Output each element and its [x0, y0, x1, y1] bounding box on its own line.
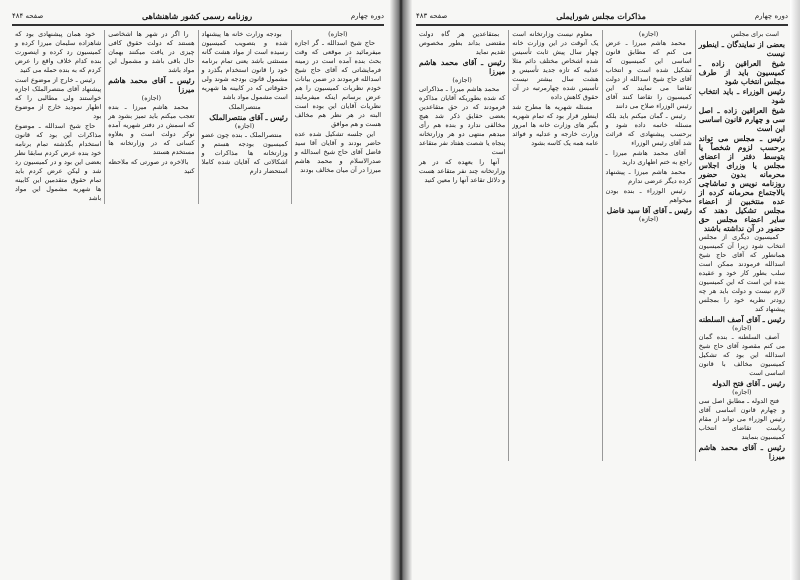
paragraph: بالاخره در صورتی که ملاحظه کنید [108, 158, 195, 175]
speaker-heading: بعضی از نمایندگان ـ اینطور نیست [698, 40, 785, 58]
page-header [416, 10, 788, 26]
page-header [12, 10, 384, 26]
permission-note: (اجازه) [638, 215, 659, 223]
paragraph: را اگر در شهر ها اشخاصی هستند که دولت حقوق کافی چیزی در یافت میکنند بهمان حال باقی باشد و مشمول این مواد باشد [108, 30, 195, 74]
page-number: صفحه ۴۸۳ [416, 12, 448, 20]
paragraph: بودجه وزارت خانه ها پیشنهاد شده و بتصویب کمیسیون رسیده است از مواد هشت گانه مستثنی باشد یعنی تمام برنامه خود را قانون استخدام بگذرد و مشمول قانون بودجه شوند ولی حقوقاتی که در کابینه ها شهریه است مشمول مواد باشد [201, 30, 288, 101]
paragraph: فتح الدوله ـ مطابق اصل سی و چهارم قانون اساسی آقای رئیس الوزراء می تواند از مقام ریاست تقاضای انتخاب کمیسیون بنمایند [698, 397, 785, 441]
book-binding-gutter [390, 0, 412, 580]
permission-note: (اجازه) [234, 122, 255, 130]
speaker-heading: شیخ العراقین زاده ـ کمیسیون باید از طرف مجلس انتخاب شود [698, 59, 785, 86]
speaker-heading: شیخ العراقین زاده ـ اصل سی و چهارم قانون اساسی این است [698, 106, 785, 133]
page-number: صفحه ۴۸۴ [12, 12, 44, 20]
volume-label: دوره چهارم [754, 12, 788, 20]
text-column [104, 30, 197, 204]
paragraph: آنها را بعهده که در هر وزارتخانه چند نفر متقاعد هست و دلائل تقاعد آنها را معین کنید [419, 158, 506, 184]
paragraph: محمد هاشم میرزا ـ پیشنهاد کرده دیگر عرضی ندارم [605, 168, 692, 185]
speaker-heading: رئیس ـ آقای محمد هاشم میرزا [698, 443, 785, 461]
text-column [291, 30, 384, 204]
permission-note: (اجازه) [732, 388, 752, 396]
publication-title: روزنامه رسمی کشور شاهنشاهی [141, 11, 253, 21]
text-column [508, 30, 601, 461]
speaker-heading: رئیس ـ آقای آصف السلطنه [698, 315, 785, 324]
right-page [404, 0, 800, 580]
paragraph: بمتقاعدین هر گاه دولت مقتضی بداند بطور مخصوص تقدیم نماید [419, 30, 506, 56]
permission-note: (اجازه) [638, 30, 659, 38]
speaker-heading: رئیس ـ آقای محمد هاشم میرزا [419, 58, 506, 76]
text-column [198, 30, 291, 204]
paragraph: معلوم نیست وزارتخانه است یک آنوقت در این وزارت خانه چهار سال پیش ثابت تأسیس شده اشخاص مختلف دائم مثلا عدلیه که تازه جدید تأسیس و هشت سال بیشتر نیست تأسیس شده چهارمرتبه در آن حقوق کاهش داده [512, 30, 599, 101]
page-edge-shadow [790, 0, 800, 580]
text-column [416, 30, 508, 461]
speaker-heading: رئیس ـ مجلس می تواند برحسب لزوم شخصاً یا بتوسط دفتر از اعضای مجلس یا وزرای اجلاس محرمانه بدون حضور روزنامه نویس و تماشاچی بالاجتماع محرمانه کرده از عده منتخبین از اعضاء مجلس تشکیل دهند که سایر اعضاء مجلس حق حضور در آن نداشته باشند [698, 134, 785, 233]
paragraph: منتصرالملک ـ بنده چون عضو کمیسیون بودجه هستم و وزارتخانه ها مذاکرات و اشکالاتی که آقایان شده کاملا استحضار دارم [201, 131, 288, 175]
permission-note: (اجازه) [141, 94, 162, 102]
paragraph: محمد هاشم میرزا ـ مذاکراتی که شده بطوریکه آقایان مذاکره فرمودند که در حق متقاعدین بعضی حقایق ذکر شد هیچ مخالفی ندارد و بنده هم رأی میدهم منتهی دو هر وزارتخانه پنجاه یا شصت هفتاد نفر متقاعد است [419, 85, 506, 156]
paragraph: رئیس الوزراء ـ بنده بودن میخواهم [605, 187, 692, 204]
paragraph: آقای محمد هاشم میرزا ـ راجع به ختم اظهاری دارید [605, 149, 692, 166]
text-column [12, 30, 104, 204]
left-page [0, 0, 396, 580]
paragraph: است برای مجلس [730, 30, 779, 38]
paragraph: رئیس ـ گمان میکنم باید بلکه مسئله خاتمه داده شود و برحسب پیشنهادی که قرائت شد آقای رئیس الوزراء [605, 112, 692, 147]
paragraph: محمد هاشم میرزا ـ عرض می کنم که مطابق قانون اساسی این کمیسیون که تشکیل شده است و انتخاب آقای حاج شیخ اسدالله از دولت تقاضا می نمایند که این کمیسیون را تقاضا کنند آقای رئیس الوزراء صلاح می دانند [605, 39, 692, 110]
speaker-heading: رئیس الوزراء ـ باید انتخاب شود [698, 87, 785, 105]
text-columns [416, 30, 788, 461]
publication-title: مذاکرات مجلس شورایملی [556, 11, 646, 21]
text-column [602, 30, 695, 461]
text-column [695, 30, 788, 461]
permission-note: منتصرالملک [228, 103, 261, 111]
paragraph: کمیسیون دیگری از مجلس انتخاب شود زیرا آن کمیسیون همانطور که آقای حاج شیخ اسدالله فرمودند ممکن است سلب بطور کار خود و عقیده بنده این است که این کمیسیون لازم نیست و دولت باید هر چه زودتر نظریه خود را بمجلس پیشنهاد کند [698, 233, 785, 313]
volume-label: دوره چهارم [350, 12, 384, 20]
paragraph: حاج شیخ اسدالله ـ موضوع مذاکرات این بود که قانون استخدام بگذشته تمام برنامه خود بنده عرض کردم سابقا نظر بعضی این بود و در کمیسیون رد شد و لیکن عرض کردم باید تمام حقوق متقدمین این کابینه ها شهریه مشمول این مواد باشد [15, 122, 102, 202]
speaker-heading: رئیس ـ آقای منتصرالملک [209, 113, 288, 122]
paragraph: محمد هاشم میرزا ـ بنده تعجب میکنم باید تمیز بشود هر که اسمش در دفتر شهریه آمده نوکر دولت است و بعلاوه کسانی که در وزارتخانه ها مستخدم هستند [108, 103, 195, 156]
text-columns [12, 30, 384, 204]
paragraph: این جلسه تشکیل شده عده حاضر بودند و آقایان آقا سید فاضل آقای حاج شیخ اسدالله و صدرالاسلام و محمد هاشم میرزا در آن میان مخالف بودند [294, 130, 381, 174]
speaker-heading: رئیس ـ آقای آقا سید فاضل [606, 206, 692, 215]
paragraph: مسئله شهریه ها مطرح شد اینطور قرار بود که تمام شهریه بگیر های وزارت خانه ها امروز وزارت خارجه و عدلیه و فوائد عامه همه یک کاسه بشود [512, 103, 599, 147]
speaker-heading: رئیس ـ آقای محمد هاشم میرزا [108, 76, 195, 94]
paragraph: حاج شیخ اسدالله ـ گر اجازه میفرمائید در موقعی که وقت بحث بنده آمده است در زمینه فرمایشاتی که آقای حاج شیخ اسدالله فرمودند در ضمن بیانات خودم نظریات کمیسیون را هم عرض برسانم اینکه میفرمایند نظریات آقایان این بوده است البته در هر نظر هم مخالف هست و هم موافق [294, 39, 381, 128]
paragraph: آصف السلطنه ـ بنده گمان می کنم مقصود آقای حاج شیخ اسدالله این بود که تشکیل کمیسیون مخالف با قانون اساسی است [698, 333, 785, 377]
permission-note: (اجازه) [328, 30, 348, 38]
paragraph: خود همان پیشنهادی بود که شاهزاده سلیمان میرزا کرده و کمیسیون رد کرده و اینصورت بنده کدام خلاف واقع را عرض کردم که به بنده حمله می کنید [15, 30, 102, 74]
permission-note: (اجازه) [732, 324, 752, 332]
speaker-heading: رئیس ـ آقای فتح الدوله [712, 379, 785, 388]
paragraph: رئیس ـ خارج از موضوع است پیشنهاد آقای منتصرالملک اجازه خواستند ولی مطالبی را که اظهار نمودید خارج از موضوع بود [15, 76, 102, 120]
permission-note: (اجازه) [452, 76, 472, 84]
